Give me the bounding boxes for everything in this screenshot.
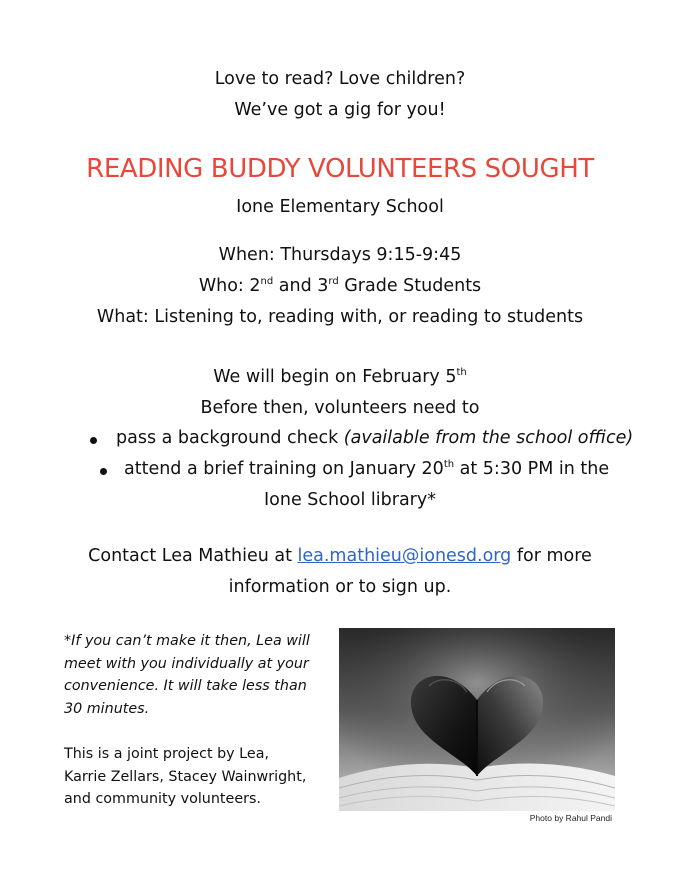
before-line: Before then, volunteers need to [200,398,480,418]
contact-prefix: Contact Lea Mathieu at [88,546,298,566]
bullet-icon [100,468,107,475]
who-mid: and 3 [273,276,329,296]
bullet-icon [90,437,97,444]
footnote [64,630,349,720]
who-sup-1: nd [260,276,274,287]
who-line [0,276,680,296]
project-note [64,743,349,811]
heart-book-image [339,628,615,811]
begin-line [0,367,680,387]
bullet-2-line-2: Ione School library* [263,490,436,510]
bullet-2-sup: th [443,459,455,470]
bullet-1-italic: (available from the school office) [343,428,634,448]
bullet-1-text [116,428,633,448]
school-name: Ione Elementary School [236,197,444,217]
project-line: This is a joint project by Lea, [64,746,269,762]
bullet-1-plain: pass a background check [116,428,344,448]
footnote-line: *If you can’t make it then, Lea will [64,633,310,649]
who-sup-2: rd [328,276,339,287]
bullet-2-text [124,459,609,479]
footnote-line: meet with you individually at your [64,655,309,672]
page-title: READING BUDDY VOLUNTEERS SOUGHT [86,154,594,184]
footnote-line: 30 minutes. [64,700,150,717]
intro-line-1: Love to read? Love children? [214,69,466,89]
project-line: and community volunteers. [64,791,261,807]
what-line: What: Listening to, reading with, or reading to students [96,307,584,327]
heart-book-photo [339,628,615,811]
contact-line [0,546,680,566]
bullet-2-prefix: attend a brief training on January 20 [124,459,444,479]
who-prefix: Who: 2 [198,276,261,296]
photo-credit: Photo by Rahul Pandi [529,813,612,823]
intro-line-2: We’ve got a gig for you! [234,100,446,120]
contact-line-2: information or to sign up. [228,577,452,597]
bullet-2-suffix: at 5:30 PM in the [454,459,610,479]
email-link[interactable]: lea.mathieu@ionesd.org [297,546,512,566]
who-suffix: Grade Students [338,276,482,296]
begin-sup: th [456,367,467,378]
begin-prefix: We will begin on February 5 [213,367,457,387]
footnote-line: convenience. It will take less than [64,678,307,694]
when-line: When: Thursdays 9:15-9:45 [218,245,462,265]
project-line: Karrie Zellars, Stacey Wainwright, [64,768,307,785]
contact-suffix: for more [511,546,592,566]
